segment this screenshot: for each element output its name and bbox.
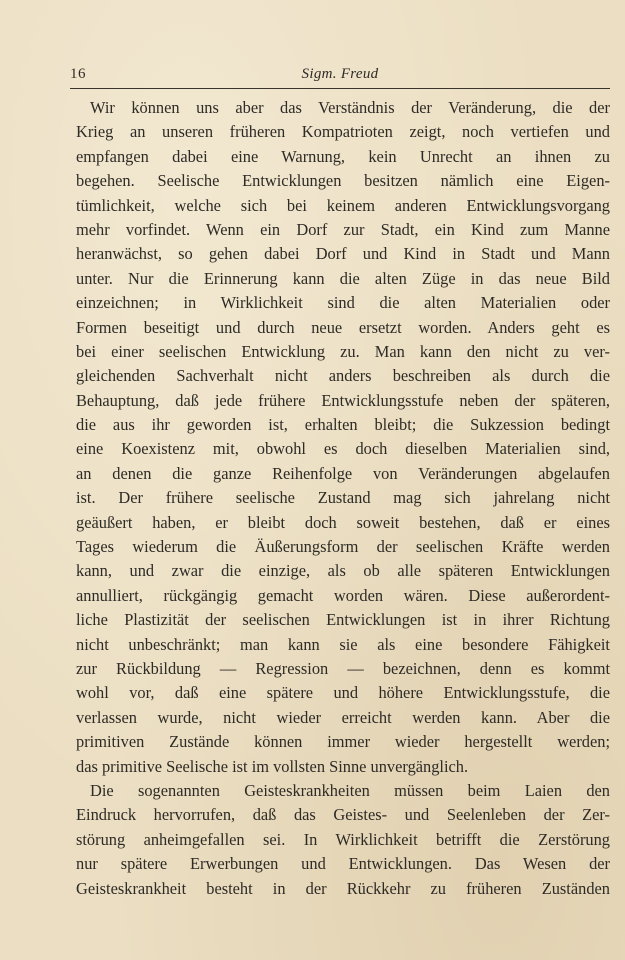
text-line: Krieg an unseren früheren Kompatrioten zeigt, noch vertiefen und — [76, 122, 610, 142]
text-line: an denen die ganze Reihenfolge von Veränderungen abgelaufen — [76, 463, 610, 483]
page-number: 16 — [70, 66, 86, 82]
text-line: begehen. Seelische Entwicklungen besitzen nämlich eine Eigen- — [76, 171, 610, 191]
text-line: bei einer seelischen Entwicklung zu. Man kann den nicht zu ver- — [76, 341, 610, 361]
text-line: unter. Nur die Erinnerung kann die alten Züge in das neue Bild — [76, 268, 610, 288]
text-line: eine Koexistenz mit, obwohl es doch dieselben Materialien sind, — [76, 439, 610, 459]
running-head: Sigm. Freud — [301, 66, 379, 82]
text-line: annulliert, rückgängig gemacht worden wären. Diese außerordent- — [76, 585, 610, 605]
text-line: einzeichnen; in Wirklichkeit sind die alten Materialien oder — [76, 293, 610, 313]
text-line: geäußert haben, er bleibt doch soweit bestehen, daß er eines — [76, 512, 610, 532]
text-line: die aus ihr geworden ist, erhalten bleibt; die Sukzession bedingt — [76, 415, 610, 435]
text-line: kann, und zwar die einzige, als ob alle späteren Entwicklungen — [76, 561, 610, 581]
text-line: heranwächst, so gehen dabei Dorf und Kind in Stadt und Mann — [76, 244, 610, 264]
text-line: wohl vor, daß eine spätere und höhere Entwicklungsstufe, die — [76, 683, 610, 703]
text-line: Eindruck hervorrufen, daß das Geistes- und Seelenleben der Zer- — [76, 805, 610, 825]
text-line: Die sogenannten Geisteskrankheiten müssen beim Laien den — [90, 780, 610, 800]
text-line: störung anheimgefallen sei. In Wirklichkeit betrifft die Zerstörung — [76, 829, 610, 849]
text-line: primitiven Zustände können immer wieder hergestellt werden; — [76, 732, 610, 752]
text-line: Tages wiederum die Äußerungsform der seelischen Kräfte werden — [76, 537, 610, 557]
text-line: nur spätere Erwerbungen und Entwicklungen. Das Wesen der — [76, 854, 610, 874]
text-line: zur Rückbildung — Regression — bezeichnen, denn es kommt — [76, 658, 610, 678]
text-line: Wir können uns aber das Verständnis der Veränderung, die der — [90, 98, 610, 117]
text-line: verlassen wurde, nicht wieder erreicht werden kann. Aber die — [76, 707, 610, 727]
text-line: nicht unbeschränkt; man kann sie als eine besondere Fähigkeit — [76, 634, 610, 654]
text-line: tümlichkeit, welche sich bei keinem anderen Entwicklungsvorgang — [76, 195, 610, 215]
text-line: gleichenden Sachverhalt nicht anders beschreiben als durch die — [76, 366, 610, 386]
text-line: Formen beseitigt und durch neue ersetzt worden. Anders geht es — [76, 317, 610, 337]
body-text — [76, 96, 610, 901]
text-line: Geisteskrankheit besteht in der Rückkehr zu früheren Zuständen — [76, 878, 610, 898]
page-header — [70, 66, 610, 89]
text-line: mehr vorfindet. Wenn ein Dorf zur Stadt, ein Kind zum Manne — [76, 219, 610, 239]
text-line: liche Plastizität der seelischen Entwicklungen ist in ihrer Richtung — [76, 610, 610, 630]
text-line: empfangen dabei eine Warnung, kein Unrecht an ihnen zu — [76, 146, 610, 166]
text-line: das primitive Seelische ist im vollsten Sinne unvergänglich. — [76, 756, 469, 776]
text-line: ist. Der frühere seelische Zustand mag sich jahrelang nicht — [76, 488, 610, 508]
text-line: Behauptung, daß jede frühere Entwicklungsstufe neben der späteren, — [76, 390, 610, 410]
